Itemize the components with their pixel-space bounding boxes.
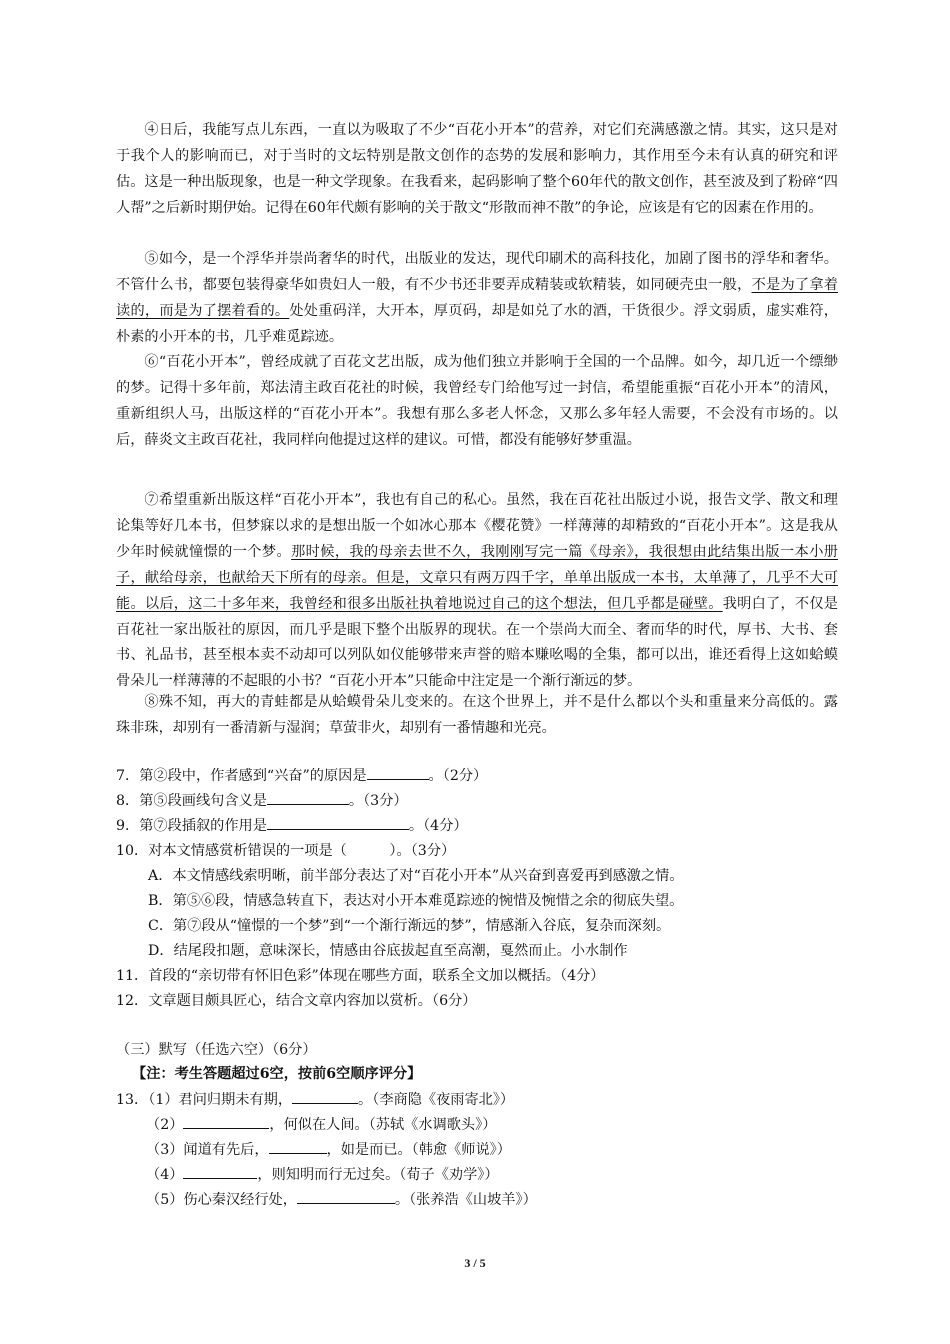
question-10-option-a[interactable]: A．本文情感线索明晰，前半部分表达了对“百花小开本”从兴奋到喜爱再到感激之情。 [148, 868, 684, 884]
question-13-5 [146, 1188, 537, 1212]
question-7-answer-blank[interactable] [367, 765, 429, 780]
question-13-2 [146, 1113, 496, 1137]
paragraph-7-underlined-passage: 那时候，我的母亲去世不久，我刚刚写完一篇《母亲》，我很想由此结集出版一本小册子，献给母亲，也献给天下所有的母亲。但是，文章只有两万四千字，单单出版成一本书，太单薄了，几乎不大可能。以后，这二十多年来，我曾经和很多出版社执着地说过自己的这个想法，但几乎都是碰壁。 [116, 543, 838, 612]
paragraph-5-underlined-sentence: 不是为了拿着读的，而是为了摆着看的。 [116, 276, 838, 319]
question-7-text: 7．第②段中，作者感到“兴奋”的原因是 [116, 768, 367, 784]
question-13-4-label: （4） [146, 1167, 184, 1183]
question-9 [116, 814, 468, 838]
question-13-1 [116, 1088, 514, 1112]
question-13-4-source: ，则知明而行无过矣。（荀子《劝学》） [257, 1167, 499, 1183]
page-number: 3 / 5 [464, 1256, 486, 1270]
question-7 [116, 764, 487, 788]
question-8-answer-blank[interactable] [267, 790, 349, 805]
question-10-option-d[interactable]: D．结尾段扣题，意味深长，情感由谷底拔起直至高潮，戛然而止。小水制作 [148, 943, 628, 959]
paragraph-7-text-end: 我明白了，不仅是百花社一家出版社的原因，而几乎是眼下整个出版界的现状。在一个崇尚大而全、奢而华的时代，厚书、大书、套书、礼品书，甚至根本卖不动却可以列队如仪能够带来声誉的赔本赚吆喝的全集，都可以出，谁还看得上这如蛤蟆骨朵儿一样薄薄的不起眼的小书？“百花小开本”只能命中注定是一个渐行渐远的梦。 [116, 595, 838, 690]
question-8-text: 8．第⑤段画线句含义是 [116, 793, 267, 809]
question-13-5-blank[interactable] [297, 1189, 395, 1204]
question-9-answer-blank[interactable] [267, 815, 409, 830]
question-13-3 [146, 1138, 511, 1162]
question-13-5-text: （5）伤心秦汉经行处， [146, 1192, 297, 1208]
question-8-score: 。（3分） [348, 793, 408, 809]
paragraph-7-text: ⑦希望重新出版这样“百花小开本”，我也有自己的私心。虽然，我在百花社出版过小说，报告文学、散文和理论集等好几本书，但梦寐以求的是想出版一个如冰心那本《樱花赞》一样薄薄的却精致的“百花小开本”。这是我从少年时候就憧憬的一个梦。 [116, 492, 838, 560]
question-13-2-source: ，何似在人间。（苏轼《水调歌头》） [269, 1117, 497, 1133]
paragraph-4: ④日后，我能写点儿东西，一直以为吸取了不少“百花小开本”的营养，对它们充满感激之情。其实，这只是对于我个人的影响而已，对于当时的文坛特别是散文创作的态势的发展和影响力，其作用至今未有认真的研究和评估。这是一种出版现象，也是一种文学现象。在我看来，起码影响了整个60年代的散文创作，甚至波及到了粉碎“四人帮”之后新时期伊始。记得在60年代颇有影响的关于散文“形散而神不散”的争论，应该是有它的因素在作用的。 [116, 122, 838, 216]
section-3-note: 【注：考生答题超过6空，按前6空顺序评分】 [132, 1066, 422, 1082]
paragraph-5-text: ⑤如今，是一个浮华并崇尚奢华的时代，出版业的发达，现代印刷术的高科技化，加剧了图书的浮华和奢华。不管什么书，都要包装得豪华如贵妇人一般，有不少书还非要弄成精装或软精装，如同硬壳虫一般， [116, 251, 838, 293]
question-13-2-blank[interactable] [183, 1114, 269, 1129]
question-10-option-b[interactable]: B．第⑤⑥段，情感急转直下，表达对小开本难觅踪迹的惋惜及惋惜之余的彻底失望。 [148, 893, 684, 909]
question-10: 10．对本文情感赏析错误的一项是（ ）。（3分） [116, 843, 456, 859]
paragraph-7 [116, 488, 838, 695]
question-13-3-blank[interactable] [269, 1139, 327, 1154]
question-13-4 [146, 1163, 499, 1187]
question-9-text: 9．第⑦段插叙的作用是 [116, 818, 267, 834]
question-13-3-source: ，如是而已。（韩愈《师说》） [326, 1142, 511, 1158]
question-10-option-c[interactable]: C．第⑦段从“憧憬的一个梦”到“一个渐行渐远的梦”，情感渐入谷底，复杂而深刻。 [148, 918, 671, 934]
question-13-1-text: 13．（1）君问归期未有期， [116, 1092, 293, 1108]
question-9-score: 。（4分） [408, 818, 468, 834]
question-11: 11．首段的“亲切带有怀旧色彩”体现在哪些方面，联系全文加以概括。（4分） [116, 968, 605, 984]
question-13-1-source: 。（李商隐《夜雨寄北》） [358, 1092, 515, 1108]
section-3-title: （三）默写（任选六空）（6分） [116, 1042, 317, 1058]
paragraph-5-text-end: 处处重码洋，大开本，厚页码，却是如兑了水的酒，干货很少。浮文弱质，虚实难符，朴素的小开本的书，几乎难觅踪迹。 [116, 302, 838, 345]
question-12: 12．文章题目颇具匠心，结合文章内容加以赏析。（6分） [116, 993, 477, 1009]
paragraph-6: ⑥“百花小开本”，曾经成就了百花文艺出版，成为他们独立并影响于全国的一个品牌。如今，却几近一个缥缈的梦。记得十多年前，郑法清主政百花社的时候，我曾经专门给他写过一封信，希望能重振“百花小开本”的清风，重新组织人马，出版这样的“百花小开本”。我想有那么多老人怀念，又那么多年轻人需要，不会没有市场的。以后，薛炎文主政百花社，我同样向他提过这样的建议。可惜，都没有能够好梦重温。 [116, 354, 838, 448]
question-13-3-text: （3）闻道有先后， [146, 1142, 269, 1158]
question-13-1-blank[interactable] [292, 1089, 358, 1104]
question-8 [116, 789, 408, 813]
paragraph-8: ⑧殊不知，再大的青蛙都是从蛤蟆骨朵儿变来的。在这个世界上，并不是什么都以个头和重量来分高低的。露珠非珠，却别有一番清新与湿润；草萤非火，却别有一番情趣和光亮。 [116, 694, 838, 736]
question-13-4-blank[interactable] [183, 1164, 257, 1179]
question-13-5-source: 。（张养浩《山坡羊》） [394, 1192, 537, 1208]
paragraph-5 [116, 247, 838, 351]
question-13-2-label: （2） [146, 1117, 184, 1133]
question-7-score: 。（2分） [428, 768, 488, 784]
